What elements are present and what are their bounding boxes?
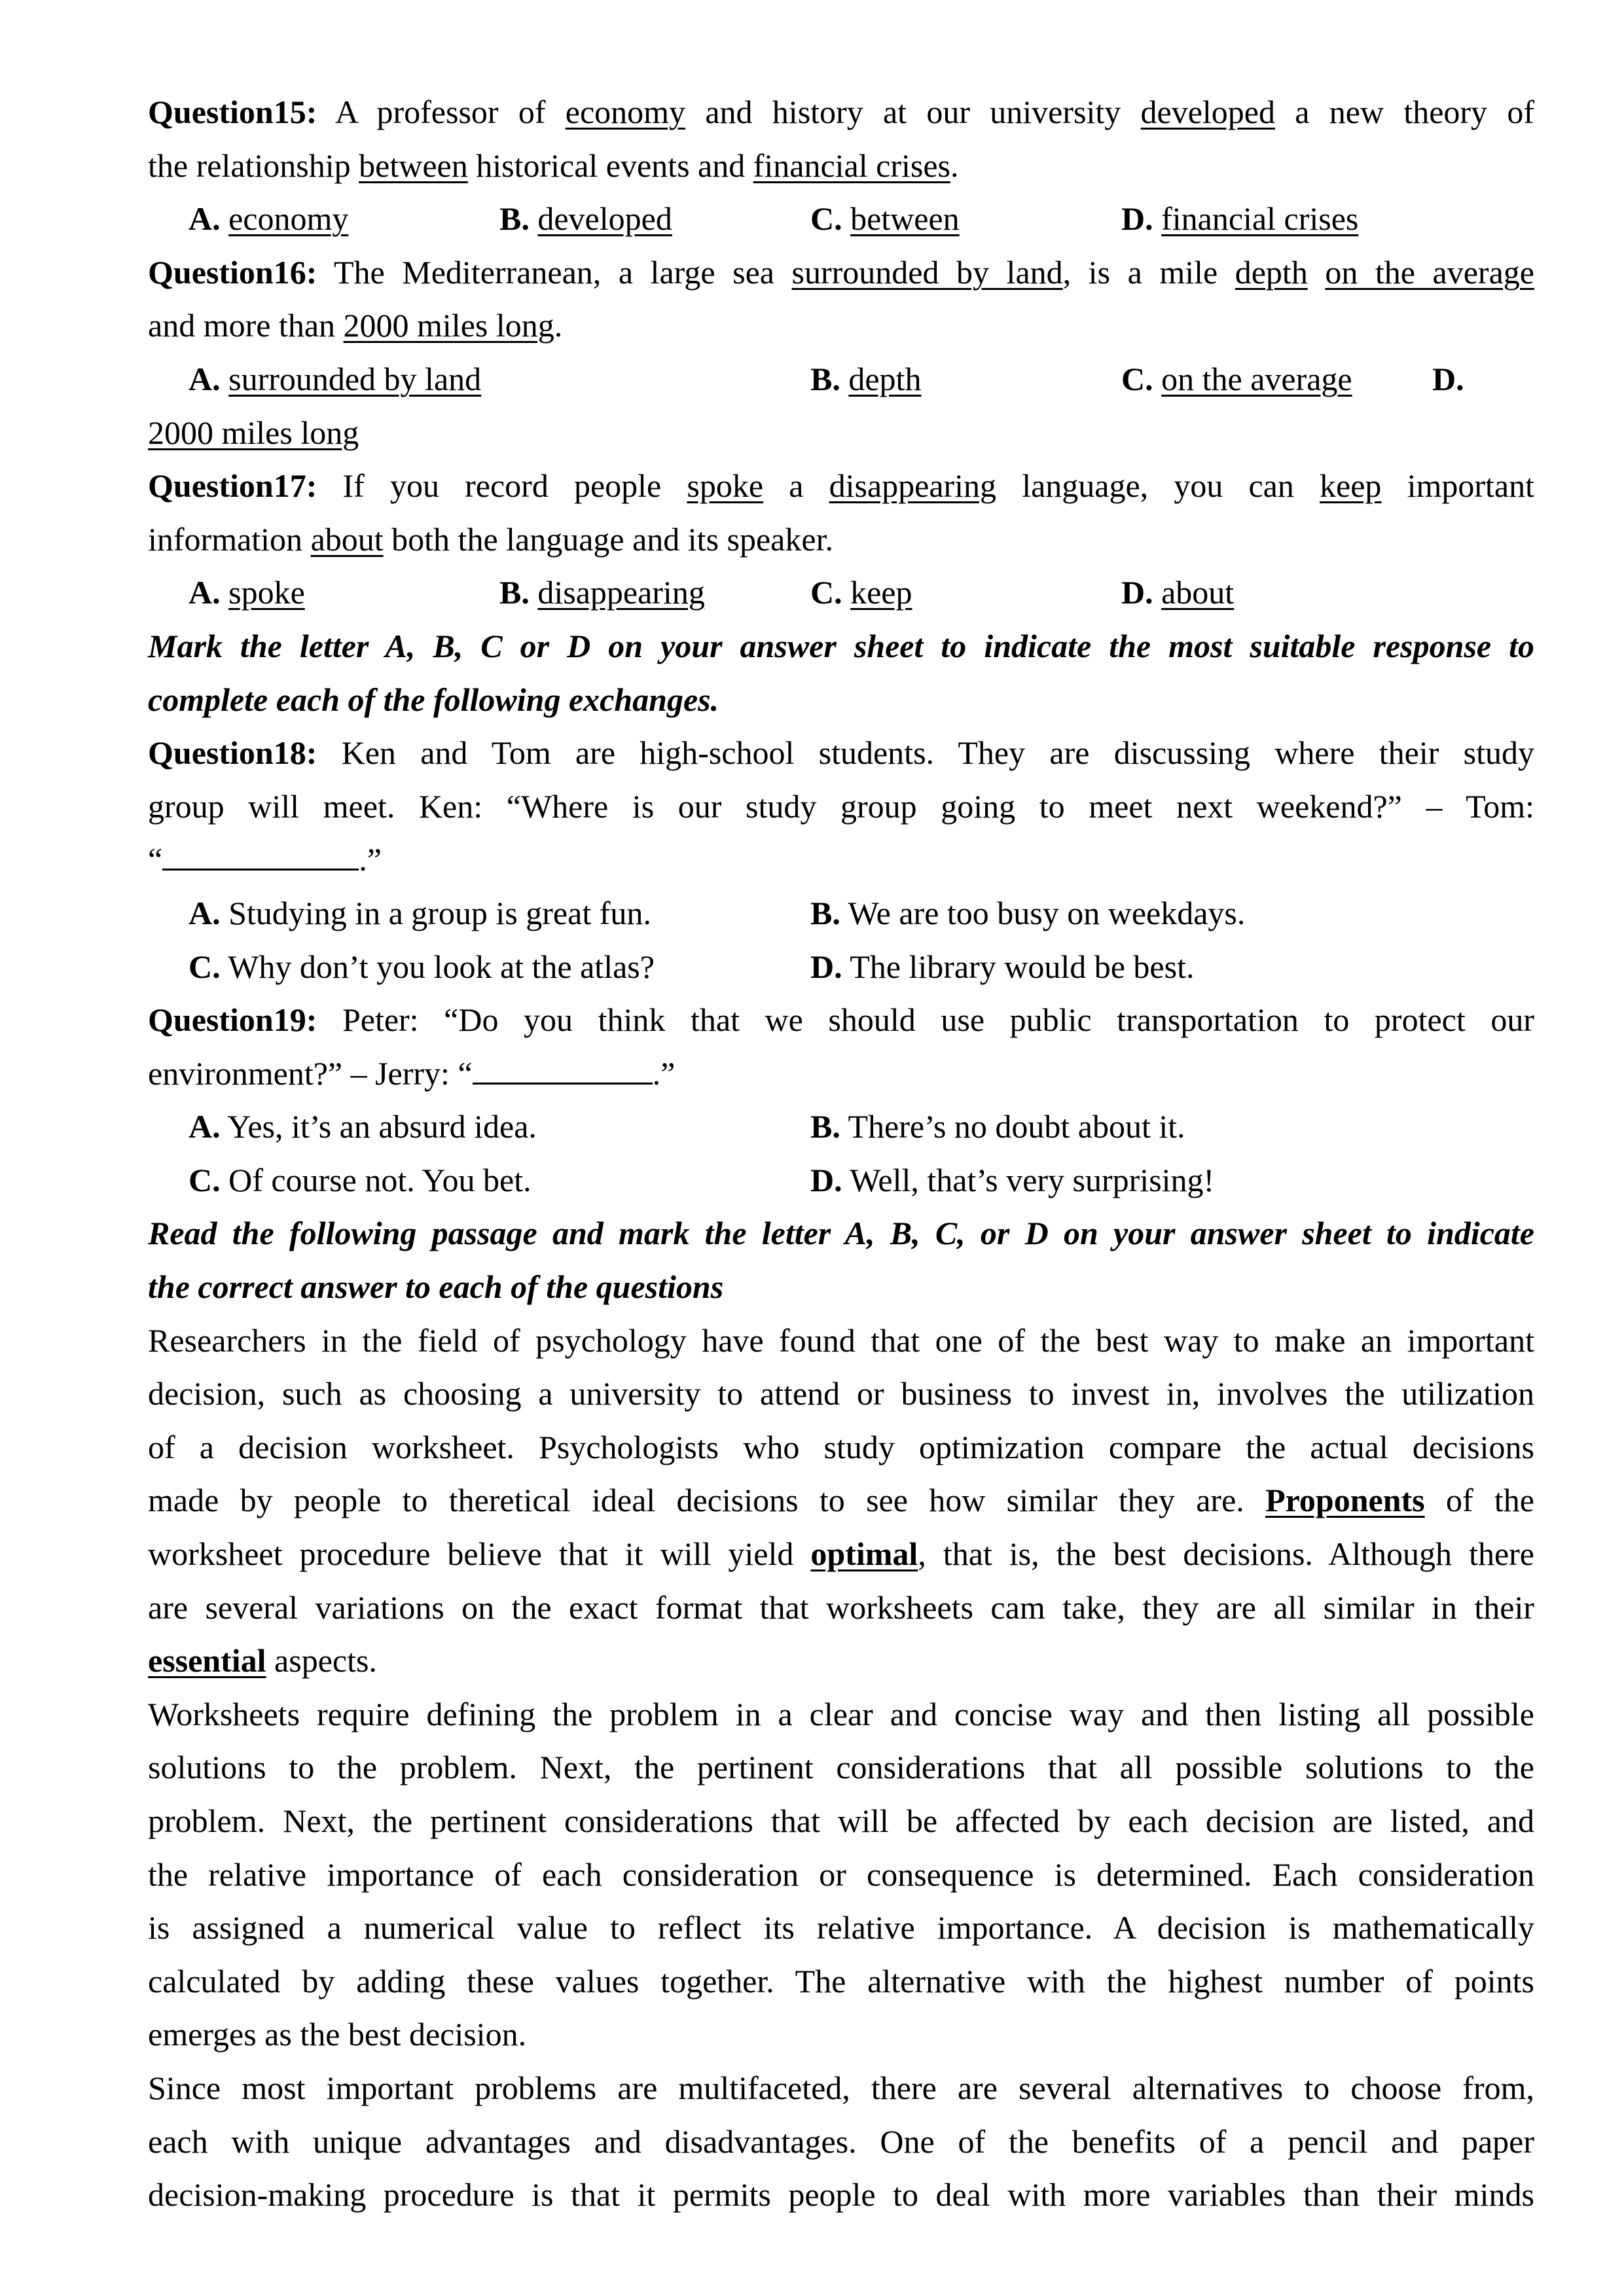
option-a[interactable]: A. Studying in a group is great fun. <box>189 894 651 931</box>
underlined-word: between <box>359 147 468 184</box>
question-17-line-1: Question17: If you record people spoke a disappearing language, you can keep important <box>148 467 1534 505</box>
question-18-line-3: “ .” <box>148 833 1534 887</box>
option-b[interactable]: B. We are too busy on weekdays. <box>810 894 1246 931</box>
question-18-options-row-1 <box>148 887 1534 941</box>
question-15-line-2: the relationship between historical events and financial crises. <box>148 147 959 184</box>
underlined-word: on the average <box>1325 253 1534 291</box>
option-d-continued[interactable]: 2000 miles long <box>148 414 359 451</box>
passage-paragraph-1: Researchers in the field of psychology have found that one of the best way to make an important decision, such as choosing a university to attend or business to invest in, involves the utilization of a decision worksheet. Psychologists who study optimization compare the actual decisions made by people to theretical ideal decisions to see how similar they are. Proponents of the worksheet procedure believe that it will yield optimal, that is, the best decisions. Although there are several variations on the exact format that worksheets cam take, they are all similar in their essential aspects. <box>148 1321 1534 1679</box>
option-d-letter[interactable]: D. <box>1432 360 1464 397</box>
section-instruction-reading: Read the following passage and mark the letter A, B, C, or D on your answer sheet to indicate the correct answer to each of the questions <box>148 1215 1534 1306</box>
question-label: Question15: <box>148 94 317 130</box>
question-19-options-row-1 <box>148 1100 1534 1154</box>
passage-paragraph-3: Since most important problems are multifaceted, there are several alternatives to choose from, each with unique advantages and disadvantages. One of the benefits of a pencil and paper decision-making procedure is that it permits people to deal with more variables than their minds <box>148 2069 1534 2214</box>
answer-blank <box>162 836 359 870</box>
question-15-line-1: Question15: A professor of economy and history at our university developed a new theory of <box>148 94 1534 130</box>
question-17-options <box>148 566 1534 620</box>
underlined-word: keep <box>1320 467 1382 505</box>
question-15-options <box>148 192 1534 246</box>
option-a[interactable]: A. economy <box>189 200 349 238</box>
question-16-line-2: and more than 2000 miles long. <box>148 307 563 344</box>
highlighted-word-proponents: Proponents <box>1265 1482 1425 1519</box>
question-19-line-2: environment?” – Jerry: “ .” <box>148 1047 1534 1101</box>
question-15 <box>148 86 1534 246</box>
question-18-line-1: Question18: Ken and Tom are high-school students. They are discussing where their study <box>148 734 1534 772</box>
question-label: Question17: <box>148 467 317 505</box>
option-a[interactable]: A. spoke <box>189 574 305 611</box>
option-d[interactable]: D. about <box>1121 574 1235 611</box>
option-c[interactable]: C. Why don’t you look at the atlas? <box>189 948 655 985</box>
question-label: Question18: <box>148 734 317 772</box>
question-17-line-2: information about both the language and its speaker. <box>148 520 833 558</box>
exam-page <box>148 86 1534 2222</box>
underlined-word: developed <box>1140 94 1275 130</box>
question-16-line-1: Question16: The Mediterranean, a large sea surrounded by land, is a mile depth on the average <box>148 253 1534 291</box>
option-b[interactable]: B. depth <box>810 360 922 397</box>
question-19-line-1: Question19: Peter: “Do you think that we should use public transportation to protect our <box>148 1001 1534 1039</box>
option-b[interactable]: B. disappearing <box>499 574 705 611</box>
question-18-line-2: group will meet. Ken: “Where is our study group going to meet next weekend?” – Tom: <box>148 787 1534 825</box>
underlined-word: disappearing <box>829 467 997 505</box>
option-c[interactable]: C. between <box>810 200 960 238</box>
answer-blank <box>473 1050 653 1085</box>
question-16-options <box>148 353 1534 406</box>
option-a[interactable]: A. surrounded by land <box>189 360 482 397</box>
question-19 <box>148 994 1534 1207</box>
section-instruction-exchanges: Mark the letter A, B, C or D on your answer sheet to indicate the most suitable response to complete each of the following exchanges. <box>148 627 1534 718</box>
highlighted-word-essential: essential <box>148 1642 266 1679</box>
reading-passage <box>148 1314 1534 2222</box>
underlined-word: depth <box>1235 253 1308 291</box>
underlined-word: 2000 miles long <box>343 307 554 344</box>
question-18-options-row-2 <box>148 941 1534 994</box>
question-16 <box>148 246 1534 459</box>
underlined-word: about <box>310 520 384 558</box>
option-d[interactable]: D. The library would be best. <box>810 948 1195 985</box>
passage-paragraph-2: Worksheets require defining the problem in a clear and concise way and then listing all possible solutions to the problem. Next, the pertinent considerations that all possible solutions to the problem. Next, the pertinent considerations that will be affected by each decision are listed, and the relative importance of each consideration or consequence is determined. Each consideration is assigned a numerical value to reflect its relative importance. A decision is mathematically calculated by adding these values together. The alternative with the highest number of points emerges as the best decision. <box>148 1695 1534 2053</box>
question-18 <box>148 726 1534 994</box>
question-label: Question19: <box>148 1001 317 1039</box>
option-c[interactable]: C. keep <box>810 574 912 611</box>
question-19-options-row-2 <box>148 1154 1534 1208</box>
option-c[interactable]: C. on the average <box>1121 360 1352 397</box>
option-a[interactable]: A. Yes, it’s an absurd idea. <box>189 1108 537 1145</box>
question-label: Question16: <box>148 253 317 291</box>
option-b[interactable]: B. There’s no doubt about it. <box>810 1108 1185 1145</box>
highlighted-word-optimal: optimal <box>810 1535 918 1573</box>
underlined-word: economy <box>565 94 686 130</box>
underlined-word: surrounded by land <box>791 253 1063 291</box>
option-d[interactable]: D. financial crises <box>1121 200 1359 238</box>
option-b[interactable]: B. developed <box>499 200 672 238</box>
underlined-word: spoke <box>687 467 764 505</box>
underlined-word: financial crises <box>753 147 950 184</box>
option-d[interactable]: D. Well, that’s very surprising! <box>810 1161 1215 1198</box>
option-c[interactable]: C. Of course not. You bet. <box>189 1161 532 1198</box>
question-17 <box>148 459 1534 620</box>
